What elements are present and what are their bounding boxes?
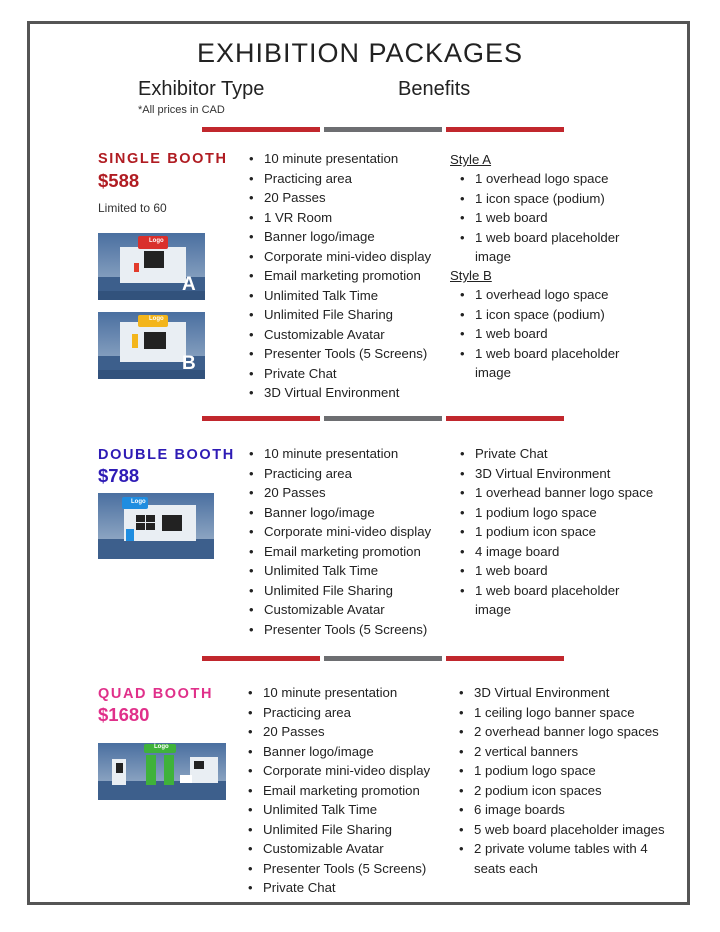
divider-gray	[324, 127, 442, 132]
list-item: • 10 minute presentation	[246, 683, 430, 703]
divider-red	[446, 416, 564, 421]
list-item: • 20 Passes	[247, 483, 431, 503]
list-item: • Corporate mini-video display	[246, 761, 430, 781]
list-item: • 20 Passes	[246, 722, 430, 742]
quad-booth-image	[98, 743, 226, 800]
list-item	[458, 228, 645, 267]
style-b-benefits	[458, 285, 645, 383]
list-item: • Email marketing promotion	[246, 781, 430, 801]
list-item: • Presenter Tools (5 Screens)	[247, 620, 431, 640]
list-item: • Presenter Tools (5 Screens)	[247, 344, 431, 364]
list-item: • 1 podium logo space	[458, 503, 653, 523]
list-item: • 1 VR Room	[247, 208, 431, 228]
logo-text: Logo	[149, 238, 164, 244]
list-item: • Unlimited File Sharing	[246, 820, 430, 840]
list-item: • 2 overhead banner logo spaces	[457, 722, 674, 742]
style-b-label: Style B	[450, 268, 492, 283]
quad-booth-benefits-extra	[457, 683, 674, 878]
logo-text: Logo	[149, 316, 164, 322]
list-item: • Customizable Avatar	[247, 325, 431, 345]
benefits-header: Benefits	[398, 78, 471, 100]
list-item-text: 2 private volume tables with 4 seats each	[474, 841, 648, 876]
quad-booth-price: $1680	[98, 704, 150, 725]
divider-red	[202, 656, 320, 661]
list-item: • Practicing area	[247, 169, 431, 189]
list-item: • Private Chat	[247, 364, 431, 384]
list-item: • Presenter Tools (5 Screens)	[246, 859, 430, 879]
single-booth-style-b-image	[98, 312, 205, 379]
list-item: • Email marketing promotion	[247, 266, 431, 286]
list-item: • 4 image board	[458, 542, 653, 562]
list-item-text: 1 web board placeholder image	[475, 582, 620, 617]
list-item: • Private Chat	[458, 444, 653, 464]
double-booth-name: DOUBLE BOOTH	[98, 447, 235, 463]
style-a-letter: A	[182, 274, 196, 295]
single-booth-benefits	[247, 149, 431, 403]
double-booth-price: $788	[98, 465, 140, 486]
divider-gray	[324, 656, 442, 661]
divider-red	[446, 656, 564, 661]
list-item: • Corporate mini-video display	[247, 247, 431, 267]
list-item: • Unlimited Talk Time	[246, 800, 430, 820]
list-item: • 1 web board	[458, 208, 645, 228]
currency-note: *All prices in CAD	[138, 104, 225, 116]
exhibitor-type-header: Exhibitor Type	[138, 78, 265, 100]
list-item: • Unlimited File Sharing	[247, 305, 431, 325]
list-item: • Private Chat	[246, 878, 430, 898]
list-item: • 1 podium icon space	[458, 522, 653, 542]
divider-red	[446, 127, 564, 132]
list-item: • 1 overhead logo space	[458, 285, 645, 305]
divider-gray	[324, 416, 442, 421]
list-item	[458, 581, 653, 620]
list-item: • 20 Passes	[247, 188, 431, 208]
list-item-text: 1 web board placeholder image	[475, 345, 620, 380]
list-item: • Unlimited File Sharing	[247, 581, 431, 601]
list-item: • Practicing area	[247, 464, 431, 484]
single-booth-name: SINGLE BOOTH	[98, 151, 228, 167]
list-item: • 2 podium icon spaces	[457, 781, 674, 801]
list-item-text: 1 web board placeholder image	[475, 229, 620, 264]
list-item: • 10 minute presentation	[247, 444, 431, 464]
list-item: • Customizable Avatar	[246, 839, 430, 859]
list-item: • Practicing area	[246, 703, 430, 723]
single-booth-limit: Limited to 60	[98, 201, 167, 215]
quad-booth-name: QUAD BOOTH	[98, 686, 214, 702]
double-booth-benefits-extra	[458, 444, 653, 620]
style-a-label: Style A	[450, 152, 492, 167]
list-item: • Banner logo/image	[247, 227, 431, 247]
list-item: • 1 web board	[458, 324, 645, 344]
page-title: EXHIBITION PACKAGES	[196, 38, 524, 68]
single-booth-price: $588	[98, 170, 140, 191]
list-item: • 3D Virtual Environment	[247, 383, 431, 403]
list-item: • Banner logo/image	[247, 503, 431, 523]
list-item: • Unlimited Talk Time	[247, 561, 431, 581]
list-item: • 1 icon space (podium)	[458, 189, 645, 209]
list-item: • Banner logo/image	[246, 742, 430, 762]
list-item	[457, 839, 674, 878]
divider-red	[202, 416, 320, 421]
double-booth-benefits	[247, 444, 431, 639]
list-item: • 3D Virtual Environment	[457, 683, 674, 703]
list-item: • 5 web board placeholder images	[457, 820, 674, 840]
double-booth-image	[98, 493, 214, 559]
list-item	[458, 344, 645, 383]
list-item: • 6 image boards	[457, 800, 674, 820]
list-item: • 3D Virtual Environment	[458, 464, 653, 484]
list-item: • 1 overhead logo space	[458, 169, 645, 189]
list-item: • 1 icon space (podium)	[458, 305, 645, 325]
list-item: • 1 podium logo space	[457, 761, 674, 781]
list-item: • 1 web board	[458, 561, 653, 581]
list-item: • Corporate mini-video display	[247, 522, 431, 542]
list-item: • Email marketing promotion	[247, 542, 431, 562]
style-b-letter: B	[182, 353, 196, 374]
list-item: • 2 vertical banners	[457, 742, 674, 762]
list-item: • Unlimited Talk Time	[247, 286, 431, 306]
list-item: • 1 overhead banner logo space	[458, 483, 653, 503]
logo-text: Logo	[131, 499, 146, 505]
list-item: • 1 ceiling logo banner space	[457, 703, 674, 723]
style-a-benefits	[458, 169, 645, 267]
list-item: • Customizable Avatar	[247, 600, 431, 620]
list-item: • 10 minute presentation	[247, 149, 431, 169]
divider-red	[202, 127, 320, 132]
quad-booth-benefits	[246, 683, 430, 898]
single-booth-style-a-image	[98, 233, 205, 300]
logo-text: Logo	[154, 744, 169, 750]
